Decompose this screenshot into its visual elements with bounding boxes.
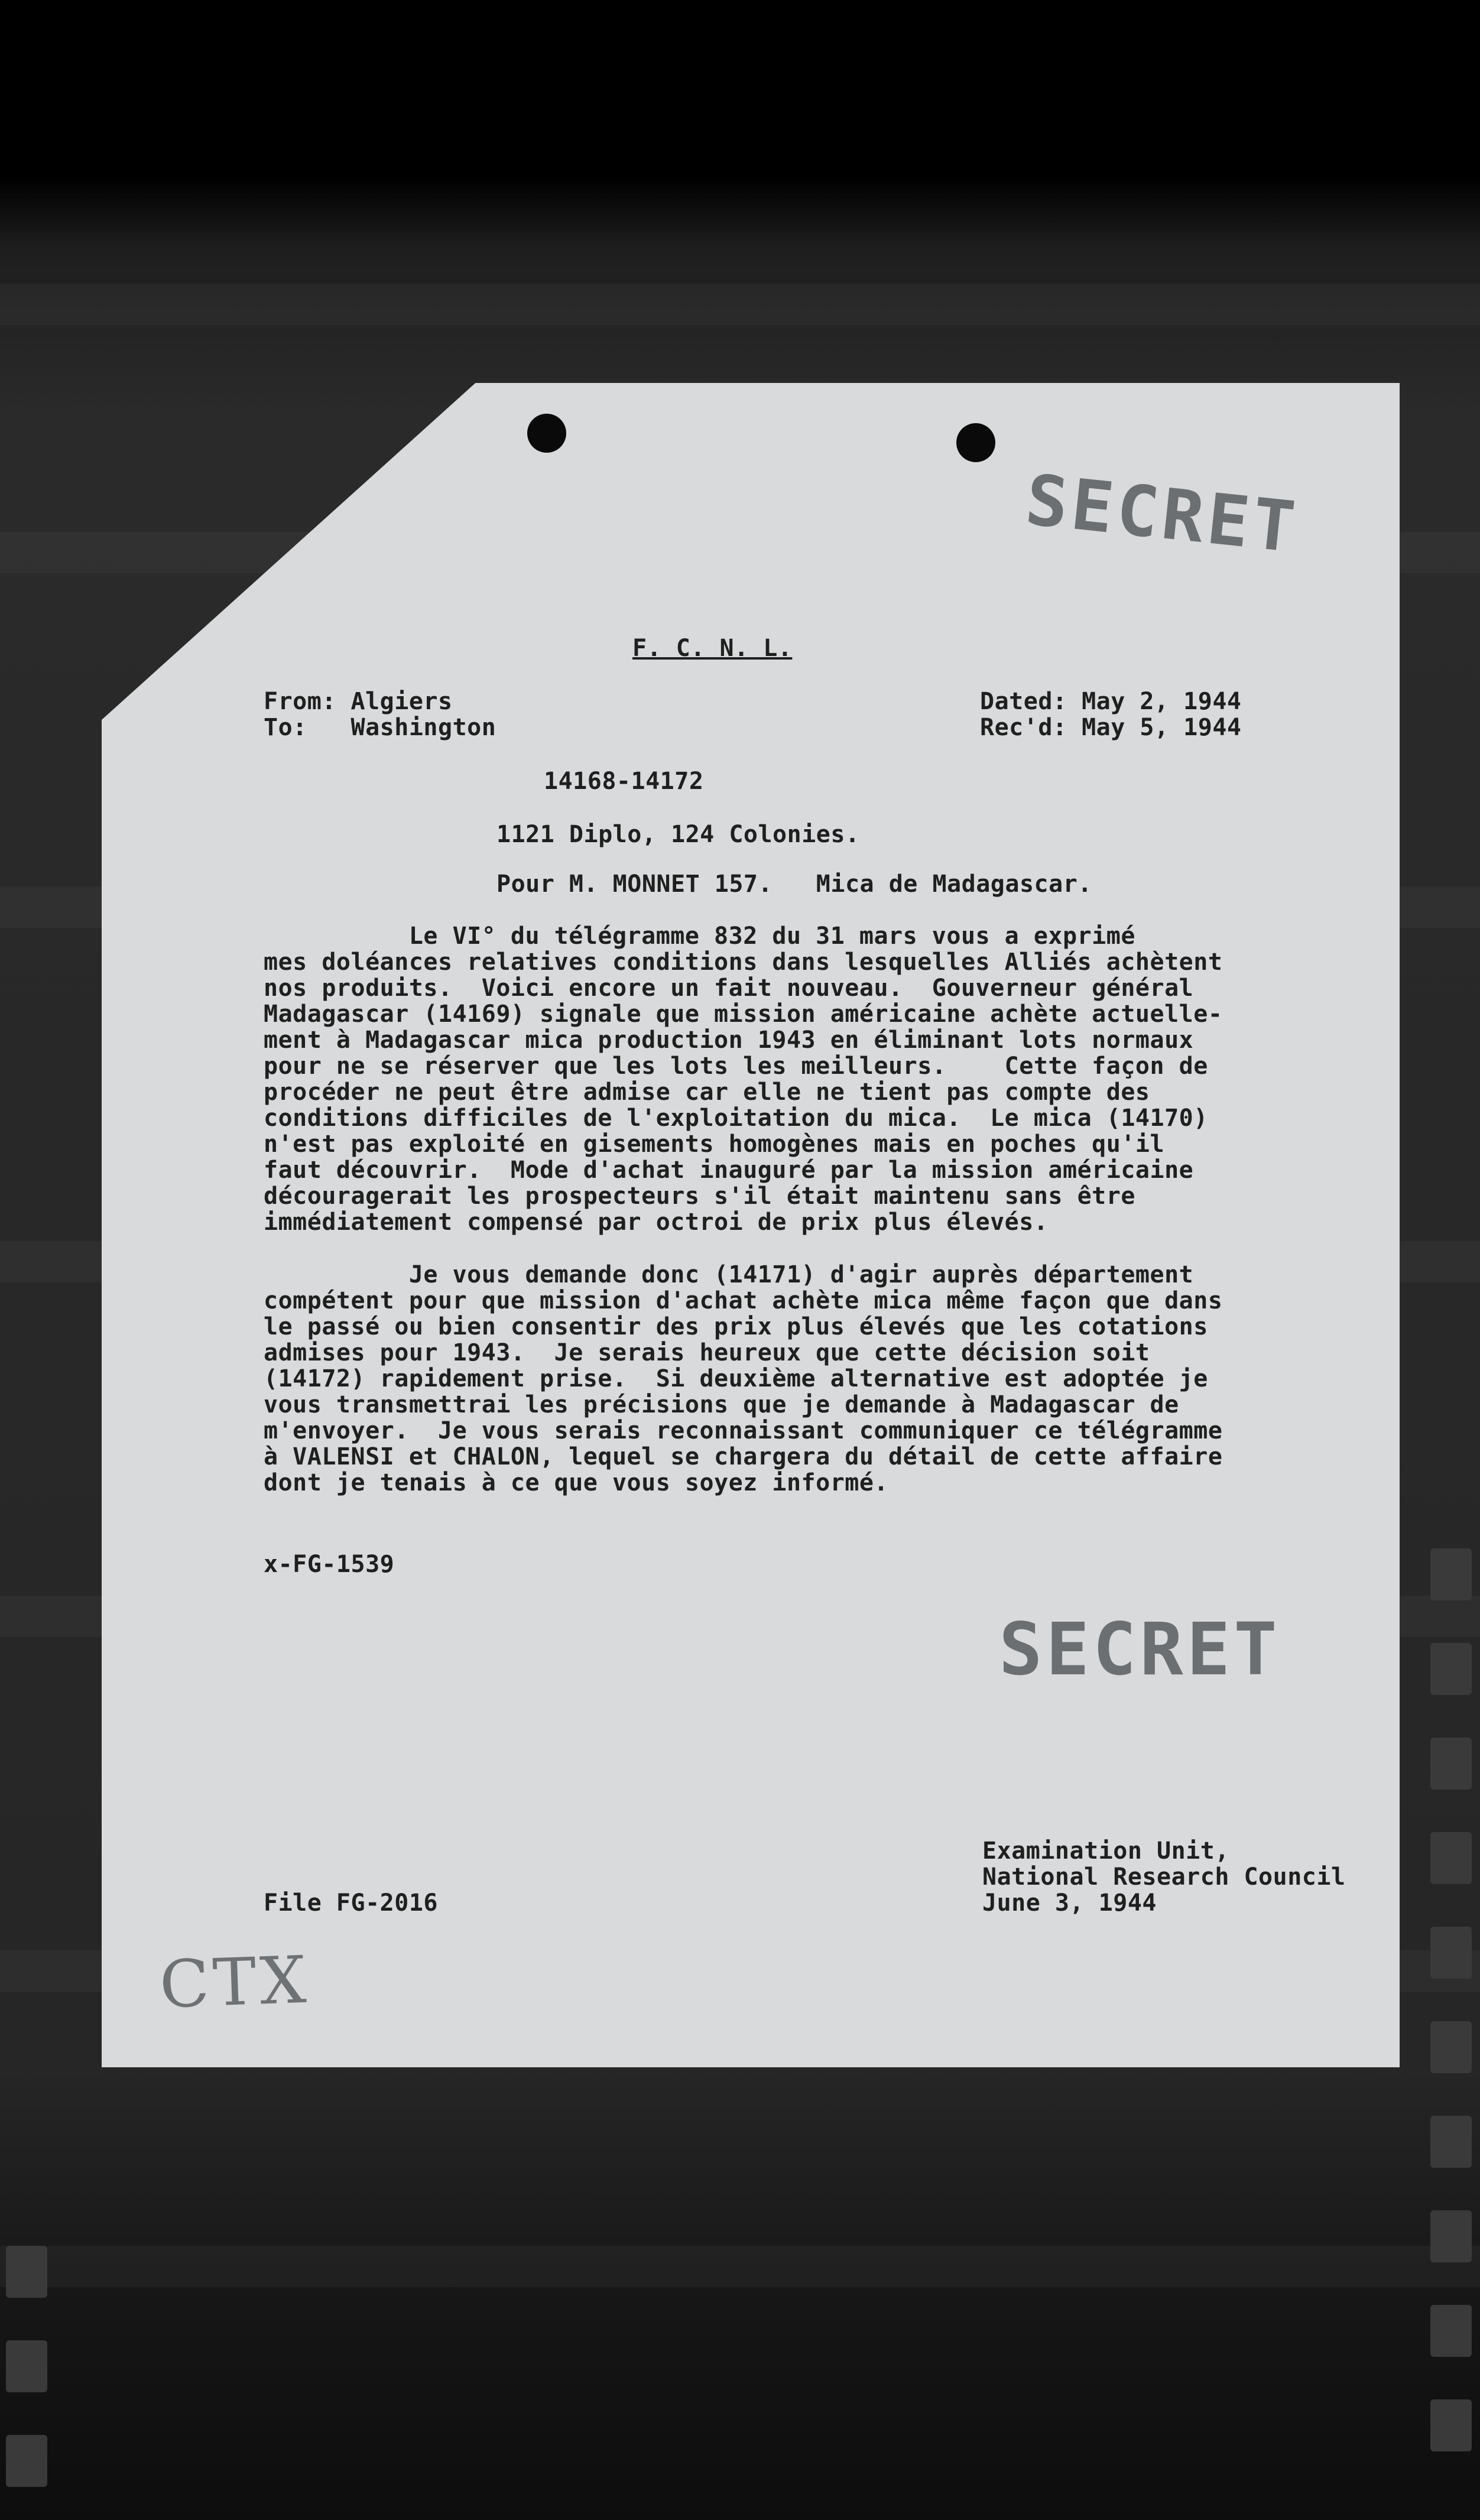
film-band: [0, 284, 1480, 325]
sprocket-hole: [1430, 1927, 1472, 1979]
sprocket-hole: [1430, 2210, 1472, 2262]
from-line: From: Algiers: [264, 688, 453, 715]
unit-line: Examination Unit,: [982, 1837, 1229, 1865]
sprocket-hole: [1430, 2116, 1472, 2168]
body-line: pour ne se réserver que les lots les meilleurs. Cette façon de: [264, 1053, 1208, 1080]
body-line: n'est pas exploité en gisements homogènes mais en poches qu'il: [264, 1131, 1165, 1158]
body-line: ment à Madagascar mica production 1943 en éliminant lots normaux: [264, 1027, 1194, 1054]
body-line: m'envoyer. Je vous serais reconnaissant communiquer ce télégramme: [264, 1417, 1223, 1444]
body-line: immédiatement compensé par octroi de prix plus élevés.: [264, 1209, 1049, 1236]
sprocket-hole: [1430, 1738, 1472, 1790]
sprocket-hole: [1430, 1548, 1472, 1600]
body-line: admises pour 1943. Je serais heureux que cette décision soit: [264, 1339, 1150, 1366]
sprocket-hole: [1430, 1832, 1472, 1884]
body-line: conditions difficiles de l'exploitation du mica. Le mica (14170): [264, 1105, 1208, 1132]
file-number: File FG-2016: [264, 1889, 438, 1917]
document-title: F. C. N. L.: [632, 635, 793, 662]
diplo-reference: 1121 Diplo, 124 Colonies.: [496, 821, 860, 848]
punch-hole: [956, 423, 995, 462]
body-line: dont je tenais à ce que vous soyez informé.: [264, 1469, 889, 1496]
dated-line: Dated: May 2, 1944: [980, 688, 1242, 715]
sprocket-hole: [1430, 1643, 1472, 1695]
sprocket-hole: [6, 2246, 47, 2298]
body-line: mes doléances relatives conditions dans lesquelles Alliés achètent: [264, 949, 1223, 976]
body-line: Je vous demande donc (14171) d'agir auprès département: [264, 1261, 1194, 1288]
secret-stamp-top: SECRET: [1022, 459, 1303, 569]
body-line: vous transmettrai les précisions que je demande à Madagascar de: [264, 1391, 1179, 1418]
sprocket-hole: [6, 2340, 47, 2392]
body-line: procéder ne peut être admise car elle ne tient pas compte des: [264, 1079, 1150, 1106]
unit-date: June 3, 1944: [982, 1889, 1157, 1917]
sprocket-hole: [1430, 2021, 1472, 2073]
body-line: faut découvrir. Mode d'achat inauguré par la mission américaine: [264, 1157, 1194, 1184]
punch-hole: [527, 414, 566, 453]
sprocket-hole: [6, 2435, 47, 2487]
body-line: compétent pour que mission d'achat achète mica même façon que dans: [264, 1287, 1223, 1314]
handwritten-initials: CTX: [158, 1941, 311, 2023]
body-line: nos produits. Voici encore un fait nouveau. Gouverneur général: [264, 975, 1194, 1002]
message-numbers: 14168-14172: [544, 768, 704, 795]
film-band: [0, 2246, 1480, 2287]
cross-reference: x-FG-1539: [264, 1551, 395, 1578]
sprocket-hole: [1430, 2305, 1472, 2357]
secret-stamp-bottom: SECRET: [999, 1608, 1281, 1691]
sprocket-hole: [1430, 2399, 1472, 2451]
subject-line: Pour M. MONNET 157. Mica de Madagascar.: [496, 871, 1092, 898]
unit-line: National Research Council: [982, 1863, 1346, 1891]
body-line: le passé ou bien consentir des prix plus élevés que les cotations: [264, 1313, 1208, 1340]
body-line: (14172) rapidement prise. Si deuxième alternative est adoptée je: [264, 1365, 1208, 1392]
body-line: Madagascar (14169) signale que mission américaine achète actuelle-: [264, 1001, 1223, 1028]
body-line: à VALENSI et CHALON, lequel se chargera du détail de cette affaire: [264, 1443, 1223, 1470]
received-line: Rec'd: May 5, 1944: [980, 714, 1242, 741]
body-line: découragerait les prospecteurs s'il était maintenu sans être: [264, 1183, 1135, 1210]
to-line: To: Washington: [264, 714, 496, 741]
body-line: Le VI° du télégramme 832 du 31 mars vous a exprimé: [264, 923, 1135, 950]
